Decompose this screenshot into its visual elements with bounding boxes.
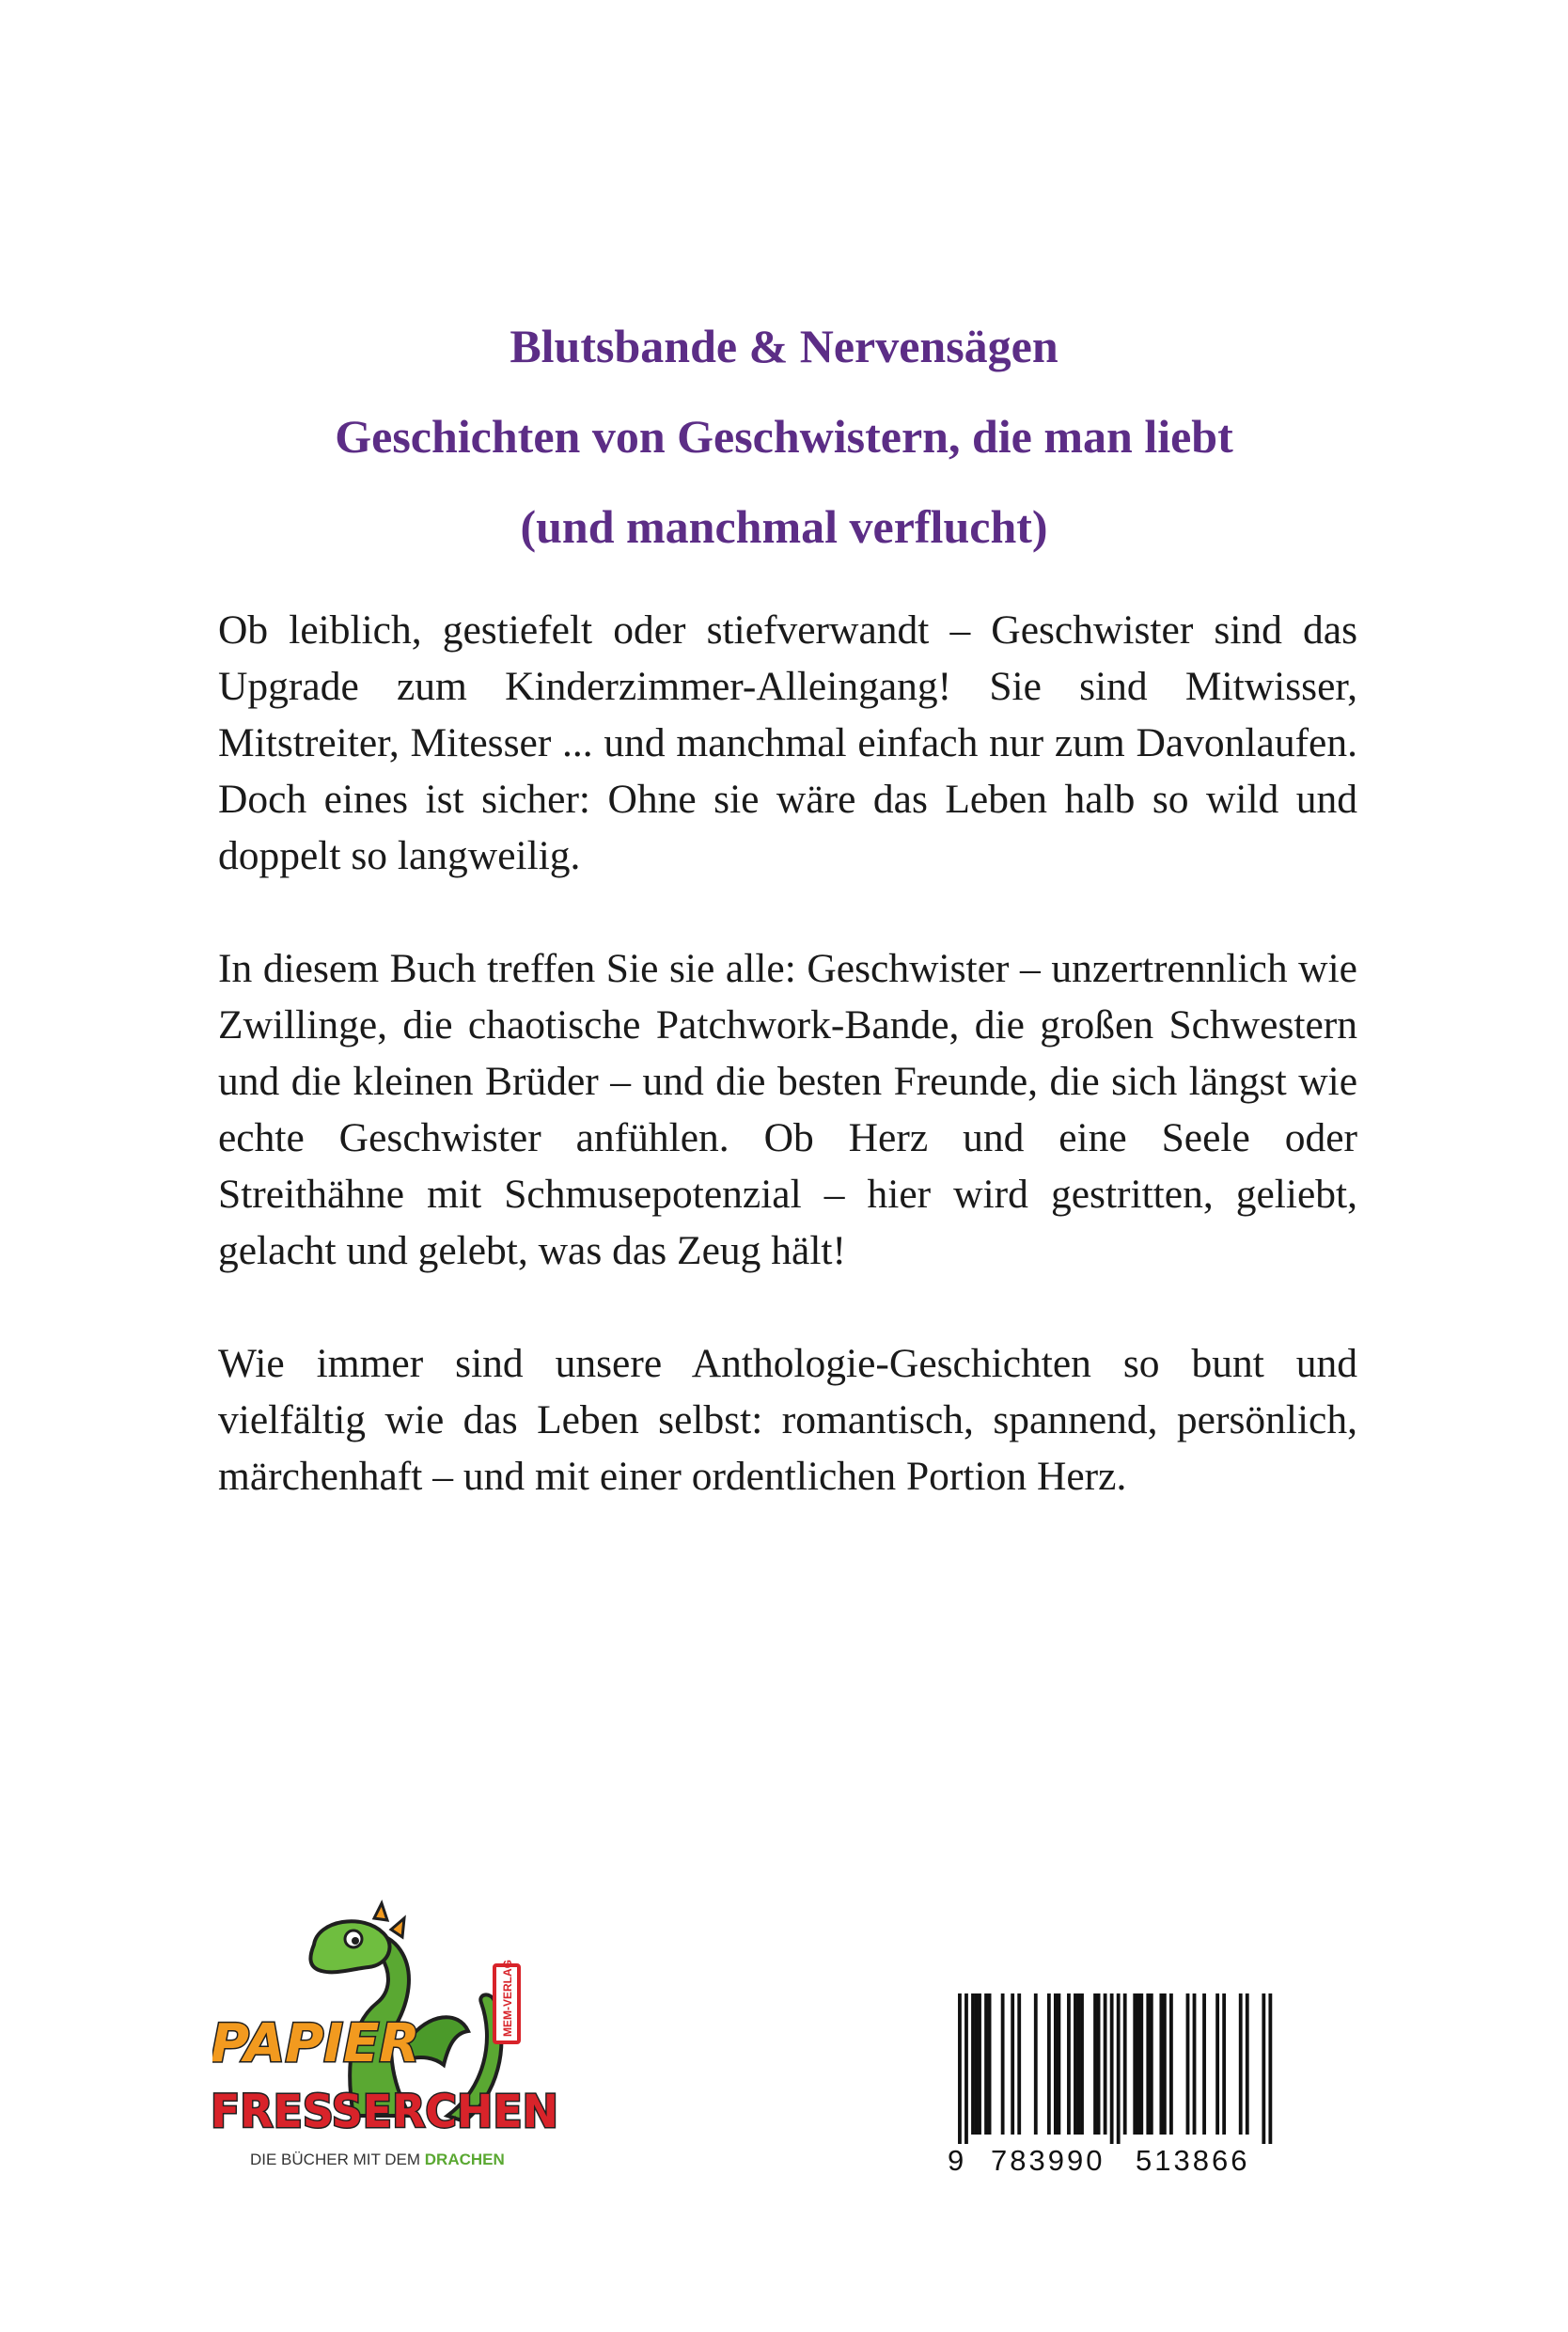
barcode-bar	[1133, 1993, 1137, 2135]
barcode-bar	[1057, 1993, 1060, 2135]
barcode-bar	[1117, 1993, 1121, 2144]
barcode-bar	[1146, 1993, 1150, 2135]
barcode-bar	[1123, 1993, 1127, 2135]
barcode-bar	[1159, 1993, 1163, 2135]
dragon-logo-icon	[212, 1899, 570, 2182]
blurb	[218, 602, 1357, 1561]
barcode-bar	[1001, 1993, 1005, 2135]
barcode-bar	[1186, 1993, 1190, 2135]
barcode-first-digit: 9	[948, 2144, 964, 2177]
barcode-bar	[1163, 1993, 1167, 2135]
barcode-bar	[1077, 1993, 1081, 2135]
barcode-bar	[978, 1993, 981, 2135]
blurb-paragraph-1: Ob leiblich, gestiefelt oder stiefverwandt – Geschwister sind das Upgrade zum Kinderzimmer-Alleingang! Sie sind Mitwisser, Mitstreiter, Mitesser ... und manchmal einfach nur zum Davonlaufen. Doch eines ist sicher: Ohne sie wäre das Leben halb so wild und doppelt so langweilig.	[218, 607, 1357, 878]
barcode-bar	[1067, 1993, 1071, 2135]
barcode-bar	[1104, 1993, 1107, 2135]
barcode-bar	[1137, 1993, 1140, 2135]
barcode-bar	[1150, 1993, 1153, 2135]
book-subtitle: Geschichten von Geschwistern, die man liebt	[335, 410, 1233, 463]
barcode-bar	[1074, 1993, 1077, 2135]
barcode-bar	[1246, 1993, 1249, 2135]
blurb-paragraph-3: Wie immer sind unsere Anthologie-Geschichten so bunt und vielfältig wie das Leben selbst: romantisch, spannend, persönlich, märchenhaft – und mit einer ordentlichen Portion Herz.	[218, 1341, 1357, 1499]
barcode-bar	[1139, 1993, 1143, 2135]
barcode-bar	[1193, 1993, 1197, 2135]
title-block	[0, 301, 1568, 572]
barcode-bar	[1215, 1993, 1219, 2135]
blurb-paragraph-2: In diesem Buch treffen Sie sie alle: Geschwister – unzertrennlich wie Zwillinge, die chaotische Patchwork-Bande, die großen Schwestern und die kleinen Brüder – und die besten Freunde, die sich längst wie echte Geschwister anfühlen. Ob Herz und eine Seele oder Streithähne mit Schmusepotenzial – hier wird gestritten, geliebt, gelacht und gelebt, was das Zeug hält!	[218, 946, 1357, 1273]
barcode-bar	[971, 1993, 975, 2135]
barcode-bar	[1093, 1993, 1097, 2135]
barcode-bar	[1239, 1993, 1243, 2135]
tagline-prefix: DIE BÜCHER MIT DEM	[250, 2151, 421, 2168]
barcode-bar	[1054, 1993, 1058, 2135]
tagline-highlight: DRACHEN	[424, 2151, 505, 2168]
barcode-bar	[1169, 1993, 1173, 2135]
barcode-group-2: 513866	[1136, 2144, 1250, 2177]
barcode-bar	[1202, 1993, 1206, 2135]
barcode-bar	[1110, 1993, 1114, 2144]
barcode-bar	[1011, 1993, 1014, 2135]
barcode-bar	[958, 1993, 962, 2144]
barcode-bar	[1047, 1993, 1051, 2135]
barcode-bar	[975, 1993, 979, 2135]
isbn-barcode	[948, 1993, 1278, 2191]
barcode-bar	[1268, 1993, 1272, 2144]
barcode-group-1: 783990	[991, 2144, 1105, 2177]
barcode-bar	[988, 1993, 992, 2135]
barcode-bar	[1097, 1993, 1101, 2135]
barcode-bar	[1222, 1993, 1226, 2135]
barcode-bar	[1080, 1993, 1084, 2135]
barcode-bar	[1034, 1993, 1038, 2135]
logo-word-papier: PAPIER	[212, 2013, 420, 2074]
barcode-bar	[1262, 1993, 1265, 2144]
barcode-bar	[984, 1993, 988, 2135]
logo-word-fresserchen: FRESSERCHEN	[212, 2086, 558, 2138]
logo-tagline	[250, 2151, 505, 2168]
badge-text: MEM-VERLAG	[501, 1960, 514, 2037]
barcode-bars	[951, 1993, 1278, 2144]
book-subtitle-aside: (und manchmal verflucht)	[520, 500, 1048, 553]
publisher-logo	[212, 1899, 570, 2182]
book-title: Blutsbande & Nervensägen	[510, 320, 1058, 372]
barcode-bar	[964, 1993, 968, 2144]
barcode-bar	[1017, 1993, 1021, 2135]
